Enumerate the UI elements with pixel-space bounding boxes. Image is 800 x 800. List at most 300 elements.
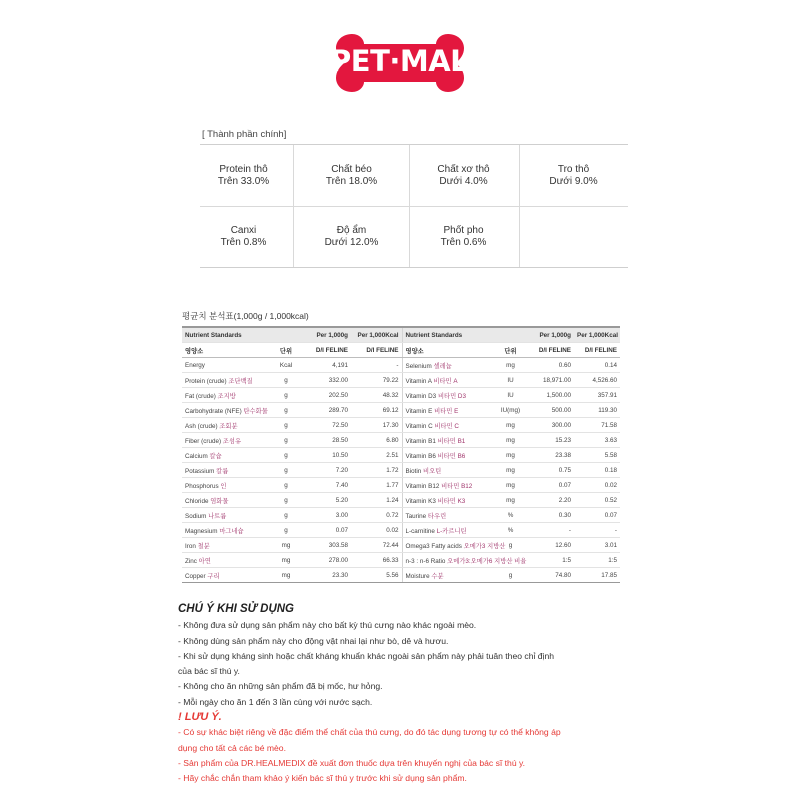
ingredients-title: [ Thành phần chính] [202,129,287,140]
header-cell: Per 1,000Kcal [351,327,402,343]
table-cell [270,568,302,583]
table-cell [182,418,270,433]
korean-label: 칼슘 [209,452,222,460]
korean-label: 비타민 B6 [437,452,466,460]
table-cell [302,358,351,373]
korean-label: 오메가3:오메가6 지방산 비율 [447,557,527,565]
table-cell [270,418,302,433]
cell-value: Phosphorus [185,482,219,490]
table-cell [493,418,528,433]
ingredient-value: Trên 0.6% [440,236,487,248]
korean-label: 타우린 [427,512,447,520]
table-cell [351,508,402,523]
cell-value: Zinc [185,557,197,565]
table-cell [182,538,270,553]
note-line: - Có sự khác biệt riêng về đặc điểm thể chất của thú cưng, do đó tác dụng tương tự có thể không áp [178,727,561,738]
table-cell [182,463,270,478]
cell-value: mg [281,571,291,579]
ingredient-cell [190,206,297,267]
cell-value: 2.20 [558,496,571,504]
table-row [182,358,620,373]
table-cell [402,568,493,583]
korean-label: 오메가3 지방산 [463,542,506,550]
cell-value: 0.02 [386,526,399,534]
table-cell [493,523,528,538]
table-cell [182,478,270,493]
table-cell [528,478,574,493]
table-cell [574,478,620,493]
cell-value: 3.00 [335,511,348,519]
ingredient-cell [298,145,405,206]
ingredient-cell [520,206,627,267]
table-cell [270,463,302,478]
korean-label: 아연 [198,557,211,565]
korean-label: 조지방 [217,392,236,400]
note-title: ! LƯU Ý. [178,711,222,724]
cell-value: g [284,496,288,504]
cell-value: Vitamin B6 [405,452,436,460]
cell-value: IU(mg) [500,406,521,414]
cell-value: IU [507,376,514,384]
table-cell [574,418,620,433]
cell-value: 0.07 [558,481,571,489]
table-cell [528,358,574,373]
cell-value: mg [506,436,515,444]
cell-value: 1:5 [562,556,571,564]
cell-value: g [508,571,513,579]
table-row [182,493,620,508]
table-cell [402,463,493,478]
cell-value: Omega3 Fatty acids [405,542,462,550]
cell-value: Sodium [185,512,207,520]
table-cell [302,463,351,478]
cell-value: g [284,376,288,384]
table-cell [574,448,620,463]
cell-value: 23.30 [332,571,348,579]
cell-value: 6.80 [386,436,399,444]
cell-value: Potassium [185,467,215,475]
cell-value: n-3 : n-6 Ratio [405,557,446,565]
cell-value: mg [506,496,515,504]
cell-value: mg [506,421,515,429]
cell-value: g [508,541,513,549]
note-line: dụng cho tất cả các bé mèo. [178,742,286,753]
table-row [182,508,620,523]
cell-value: 332.00 [328,376,348,384]
cell-value: 17.30 [382,421,399,429]
cell-value: Magnesium [185,527,218,535]
cell-value: 1.24 [386,496,399,504]
cell-value: Chloride [185,497,209,505]
caution-line: - Không đưa sử dụng sản phẩm này cho bất kỳ thú cưng nào khác ngoài mèo. [178,620,477,631]
table-cell [182,358,270,373]
cell-value: 0.75 [558,466,571,474]
korean-label: 조단백질 [228,377,253,385]
cell-value: 7.40 [335,481,348,489]
korean-label: 비타민 C [434,422,459,430]
table-cell [528,418,574,433]
korean-label: 조섬유 [222,437,242,445]
table-row [182,418,620,433]
cell-value: mg [506,361,515,369]
cell-value: Fiber (crude) [185,437,222,445]
cell-value: 15.23 [555,436,571,444]
cell-value: g [284,436,288,444]
korean-label: 수분 [431,572,444,580]
cell-value: Vitamin D3 [405,392,437,400]
korean-label: 마그네슘 [219,527,244,535]
table-cell [182,433,270,448]
cell-value: Vitamin B12 [405,482,440,490]
table-cell [270,403,302,418]
korean-label: 셀레늄 [433,362,452,370]
cell-value: 10.50 [332,451,348,459]
cell-value: 0.60 [558,361,571,369]
cell-value: 5.58 [604,451,617,459]
cell-value: Ash (crude) [185,422,218,430]
header-cell: Per 1,000g [302,327,351,343]
korean-label: 칼륨 [216,467,229,475]
ingredient-name: Chất béo [331,163,372,175]
cell-value: - [568,526,571,534]
cell-value: g [284,466,288,474]
korean-label: 비타민 B1 [437,437,466,445]
table-cell [574,403,620,418]
table-cell [270,553,302,568]
cell-value: 5.56 [386,571,399,579]
ingredients-grid [200,144,628,268]
table-cell [182,373,270,388]
table-row [182,553,620,568]
table-cell [270,358,302,373]
cell-value: 7.20 [335,466,348,474]
table-cell [302,508,351,523]
cell-value: 1.77 [386,481,399,489]
table-cell [182,523,270,538]
table-cell [528,553,574,568]
table-cell [402,418,493,433]
table-cell [351,358,402,373]
pet-mall-logo [330,30,487,96]
cell-value: 4,526.60 [592,376,617,384]
ingredient-name: Protein thô [219,163,268,175]
table-cell [493,493,528,508]
table-row [182,448,620,463]
table-cell [528,493,574,508]
ingredient-value: Trên 33.0% [217,175,270,187]
table-cell [270,493,302,508]
table-cell [574,508,620,523]
table-cell [574,493,620,508]
header-cell: Nutrient Standards [182,327,270,343]
ingredient-value: Dưới 12.0% [324,236,379,248]
ingredient-name: Tro thô [557,163,590,175]
subheader-cell: 단위 [270,343,302,358]
table-cell [270,433,302,448]
table-cell [270,448,302,463]
table-subheader-row [182,343,620,358]
table-cell [270,478,302,493]
subheader-cell: D/I FELINE [574,343,620,358]
table-row [182,463,620,478]
table-cell [493,478,528,493]
cell-value: g [284,421,288,429]
cell-value: 303.58 [328,541,348,549]
cell-value: L-carnitine [405,527,435,535]
cell-value: Taurine [405,512,427,520]
table-cell [493,508,528,523]
table-cell [270,523,302,538]
table-cell [402,508,493,523]
table-row [182,433,620,448]
cell-value: 28.50 [332,436,348,444]
cell-value: Carbohydrate (NFE) [185,407,242,415]
caution-line: - Mỗi ngày cho ăn 1 đến 3 lần cùng với nước sạch. [178,696,373,707]
cell-value: 300.00 [551,421,571,429]
cell-value: IU [507,391,514,399]
subheader-cell: D/I FELINE [528,343,574,358]
cell-value: 0.07 [335,526,348,534]
ingredient-cell [190,145,297,206]
ingredient-name: Độ ẩm [336,224,367,236]
ingredient-value: Trên 0.8% [220,236,267,248]
table-cell [528,538,574,553]
cell-value: Vitamin K3 [405,497,436,505]
table-cell [493,358,528,373]
header-cell [270,327,302,343]
table-cell [302,388,351,403]
korean-label: 염화물 [210,497,229,505]
table-cell [182,403,270,418]
table-cell [182,568,270,583]
table-cell [574,388,620,403]
cell-value: 1:5 [608,556,617,564]
table-cell [402,358,493,373]
cell-value: g [284,391,288,399]
table-cell [402,403,493,418]
caution-title: CHÚ Ý KHI SỬ DỤNG [178,603,294,615]
korean-label: 비타민 A [433,377,458,385]
table-cell [302,493,351,508]
cell-value: % [507,511,514,519]
cell-value: Vitamin A [405,377,432,385]
cell-value: 357.91 [597,391,617,399]
cell-value: 500.00 [551,406,571,414]
cell-value: 278.00 [328,556,348,564]
table-cell [302,538,351,553]
table-cell [528,448,574,463]
cell-value: % [507,526,514,534]
table-cell [402,373,493,388]
korean-label: 비타민 K3 [437,497,466,505]
table-cell [528,568,574,583]
cell-value: 0.14 [604,361,617,369]
cell-value: 18,971.00 [542,376,571,384]
cell-value: 1,500.00 [546,391,571,399]
table-cell [182,448,270,463]
table-cell [302,418,351,433]
cell-value: 66.33 [382,556,399,564]
cell-value: 0.30 [558,511,571,519]
cell-value: 17.85 [601,571,617,579]
subheader-cell: 영양소 [182,343,270,358]
cell-value: 0.18 [604,466,617,474]
cell-value: Selenium [405,362,432,370]
korean-label: 비타민 D3 [437,392,466,400]
korean-label: 조회분 [219,422,238,430]
cell-value: mg [506,481,515,489]
ingredient-cell [410,145,517,206]
korean-label: L-카르니틴 [436,527,467,535]
cell-value: g [284,511,288,519]
table-cell [402,493,493,508]
table-cell [493,463,528,478]
header-cell: Per 1,000g [528,327,574,343]
table-cell [574,358,620,373]
table-cell [402,523,493,538]
table-cell [528,388,574,403]
cell-value: 0.02 [604,481,617,489]
table-cell [493,373,528,388]
cell-value: g [284,481,288,489]
korean-label: 탄수화물 [243,407,268,415]
table-row [182,373,620,388]
table-cell [402,478,493,493]
table-cell [302,373,351,388]
table-cell [493,433,528,448]
cell-value: g [284,451,288,459]
table-cell [574,463,620,478]
table-cell [528,433,574,448]
table-cell [270,388,302,403]
ingredient-value: Dưới 4.0% [439,175,488,187]
table-cell [270,538,302,553]
table-cell [351,493,402,508]
caution-line: của bác sĩ thú y. [178,666,240,677]
cell-value: 0.72 [386,511,399,519]
ingredient-value: Trên 18.0% [325,175,378,187]
cell-value: Vitamin C [405,422,433,430]
korean-label: 나트륨 [208,512,227,520]
subheader-cell: D/I FELINE [351,343,402,358]
ingredient-name: Chất xơ thô [437,163,490,175]
table-cell [351,463,402,478]
table-cell [302,433,351,448]
cell-value: 4,191 [332,361,348,369]
cell-value: 0.07 [604,511,617,519]
cell-value: Vitamin B1 [405,437,436,445]
table-cell [351,568,402,583]
table-cell [493,403,528,418]
caution-line: - Không cho ăn những sản phẩm đã bị mốc, hư hỏng. [178,681,383,692]
cell-value: mg [506,466,515,474]
cell-value: Energy [185,361,205,369]
table-row [182,478,620,493]
table-row [182,403,620,418]
table-cell [302,448,351,463]
table-cell [574,523,620,538]
ingredient-value: Dưới 9.0% [549,175,598,187]
table-cell [402,388,493,403]
ingredient-cell [298,206,405,267]
cell-value: 3.63 [604,436,617,444]
table-cell [302,568,351,583]
table-cell [182,508,270,523]
table-row [182,538,620,553]
cell-value: Vitamin E [405,407,433,415]
cell-value: - [614,526,617,534]
caution-line: - Không dùng sản phẩm này cho động vật nhai lại như bò, dê và hươu. [178,635,449,646]
table-cell [528,508,574,523]
caution-section [178,602,618,787]
table-cell [574,568,620,583]
cell-value: 0.52 [604,496,617,504]
header-cell [493,327,528,343]
korean-label: 구리 [207,572,220,580]
table-cell [402,553,527,568]
table-cell [270,508,302,523]
cell-value: Copper [185,572,206,580]
subheader-cell: 영양소 [402,343,493,358]
cell-value: 3.01 [604,541,617,549]
cell-value: 2.51 [386,451,399,459]
table-header-row [182,327,620,343]
table-cell [302,403,351,418]
table-cell [402,538,506,553]
note-line: - Sản phẩm của DR.HEALMEDIX đề xuất đơn thuốc dựa trên khuyến nghị của bác sĩ thú y. [178,757,526,768]
table-cell [574,433,620,448]
ingredient-name: Phốt pho [443,224,484,236]
korean-label: 인 [220,482,227,490]
caution-line: - Khi sử dụng kháng sinh hoặc chất kháng khuẩn khác ngoài sản phẩm này phải tuân theo chỉ định [178,650,555,661]
table-cell [182,388,270,403]
table-cell [351,433,402,448]
cell-value: 69.12 [382,406,399,414]
table-cell [302,553,351,568]
table-cell [182,553,270,568]
korean-label: 비오틴 [423,467,442,475]
table-cell [528,403,574,418]
table-cell [528,463,574,478]
table-cell [351,373,402,388]
cell-value: - [396,361,399,369]
cell-value: Iron [185,542,196,550]
table-cell [351,418,402,433]
table-cell [351,448,402,463]
table-cell [302,523,351,538]
table-cell [493,568,528,583]
cell-value: g [284,406,288,414]
cell-value: 71.58 [601,421,617,429]
nutrient-table-title: 평균치 분석표(1,000g / 1,000kcal) [182,311,309,321]
cell-value: 48.32 [382,391,399,399]
table-cell [351,538,402,553]
table-cell [493,388,528,403]
cell-value: mg [506,451,515,459]
table-row [182,523,620,538]
korean-label: 비타민 E [434,407,459,415]
nutrient-table [182,326,620,583]
table-cell [270,373,302,388]
cell-value: 72.50 [332,421,348,429]
cell-value: 12.60 [555,541,571,549]
header-cell: Per 1,000Kcal [574,327,620,343]
cell-value: Kcal [279,361,293,369]
cell-value: mg [281,556,291,564]
table-row [182,388,620,403]
table-cell [351,478,402,493]
note-line: - Hãy chắc chắn tham khảo ý kiến bác sĩ thú y trước khi sử dụng sản phẩm. [178,773,467,784]
